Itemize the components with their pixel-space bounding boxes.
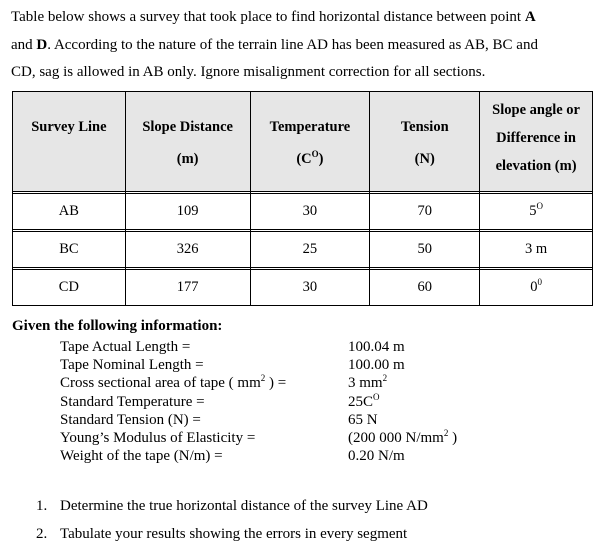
table-row: [13, 194, 593, 230]
question-item: 2. Tabulate your results showing the errors in every segment: [36, 526, 408, 542]
value-cross-section: 3 $mm^2$: [348, 373, 388, 392]
cell-slope: 3 m: [480, 232, 593, 268]
cell-distance: 177: [125, 270, 250, 306]
header-survey-line: Survey Line: [13, 92, 126, 192]
cell-line: CD: [13, 270, 126, 306]
cell-distance: 109: [125, 194, 250, 230]
value-nominal-length: 100.00 m: [348, 357, 405, 374]
intro-line-3: CD, sag is allowed in AB only. Ignore misalignment correction for all sections.: [11, 64, 486, 80]
cell-temperature: 25: [250, 232, 370, 268]
given-info-title: Given the following information:: [12, 318, 223, 334]
label-nominal-length: Tape Nominal Length =: [60, 357, 204, 374]
cell-line: BC: [13, 232, 126, 268]
cell-tension: 70: [370, 194, 480, 230]
intro-line-1: Table below shows a survey that took place to find horizontal distance between point A: [11, 9, 536, 25]
label-std-tension: Standard Tension (N) =: [60, 411, 201, 428]
cell-tension: 60: [370, 270, 480, 306]
question-item: 1. Determine the true horizontal distance of the survey Line AD: [36, 498, 428, 514]
cell-temperature: 30: [250, 194, 370, 230]
value-tape-weight: 0.20 N/m: [348, 448, 405, 465]
label-youngs-modulus: Young’s Modulus of Elasticity =: [60, 430, 256, 447]
label-std-temp: Standard Temperature =: [60, 393, 205, 410]
value-actual-length: 100.04 m: [348, 339, 405, 355]
cell-distance: 326: [125, 232, 250, 268]
cell-slope: $0^0$: [480, 270, 593, 306]
cell-temperature: 30: [250, 270, 370, 306]
intro-line-2: and D. According to the nature of the terrain line AD has been measured as AB, BC and: [11, 36, 538, 53]
question-list: [36, 492, 428, 548]
label-cross-section: Cross sectional area of tape ( $mm^2$ ) =: [60, 373, 287, 392]
given-values: [348, 338, 457, 465]
value-std-tension: 65 N: [348, 411, 378, 428]
header-tension: Tension (N): [370, 92, 480, 192]
header-slope-angle: Slope angle or Difference in elevation (m): [480, 92, 593, 192]
table-row: [13, 232, 593, 268]
label-tape-weight: Weight of the tape (N/m) =: [60, 448, 223, 465]
value-std-temp: $25C^O$: [348, 391, 380, 410]
value-youngs-modulus: (200 000 $N/mm^2$ ): [348, 428, 458, 447]
cell-line: AB: [13, 194, 126, 230]
header-slope-distance: Slope Distance (m): [125, 92, 250, 192]
table-row: [13, 270, 593, 306]
problem-statement: [11, 4, 596, 87]
cell-tension: 50: [370, 232, 480, 268]
label-actual-length: Tape Actual Length =: [60, 339, 191, 355]
cell-slope: $5^O$: [480, 194, 593, 230]
table-header-row: [13, 92, 593, 192]
given-labels: [60, 338, 286, 465]
header-temperature: Temperature $(C^O)$: [250, 92, 370, 192]
survey-table: [12, 91, 593, 306]
